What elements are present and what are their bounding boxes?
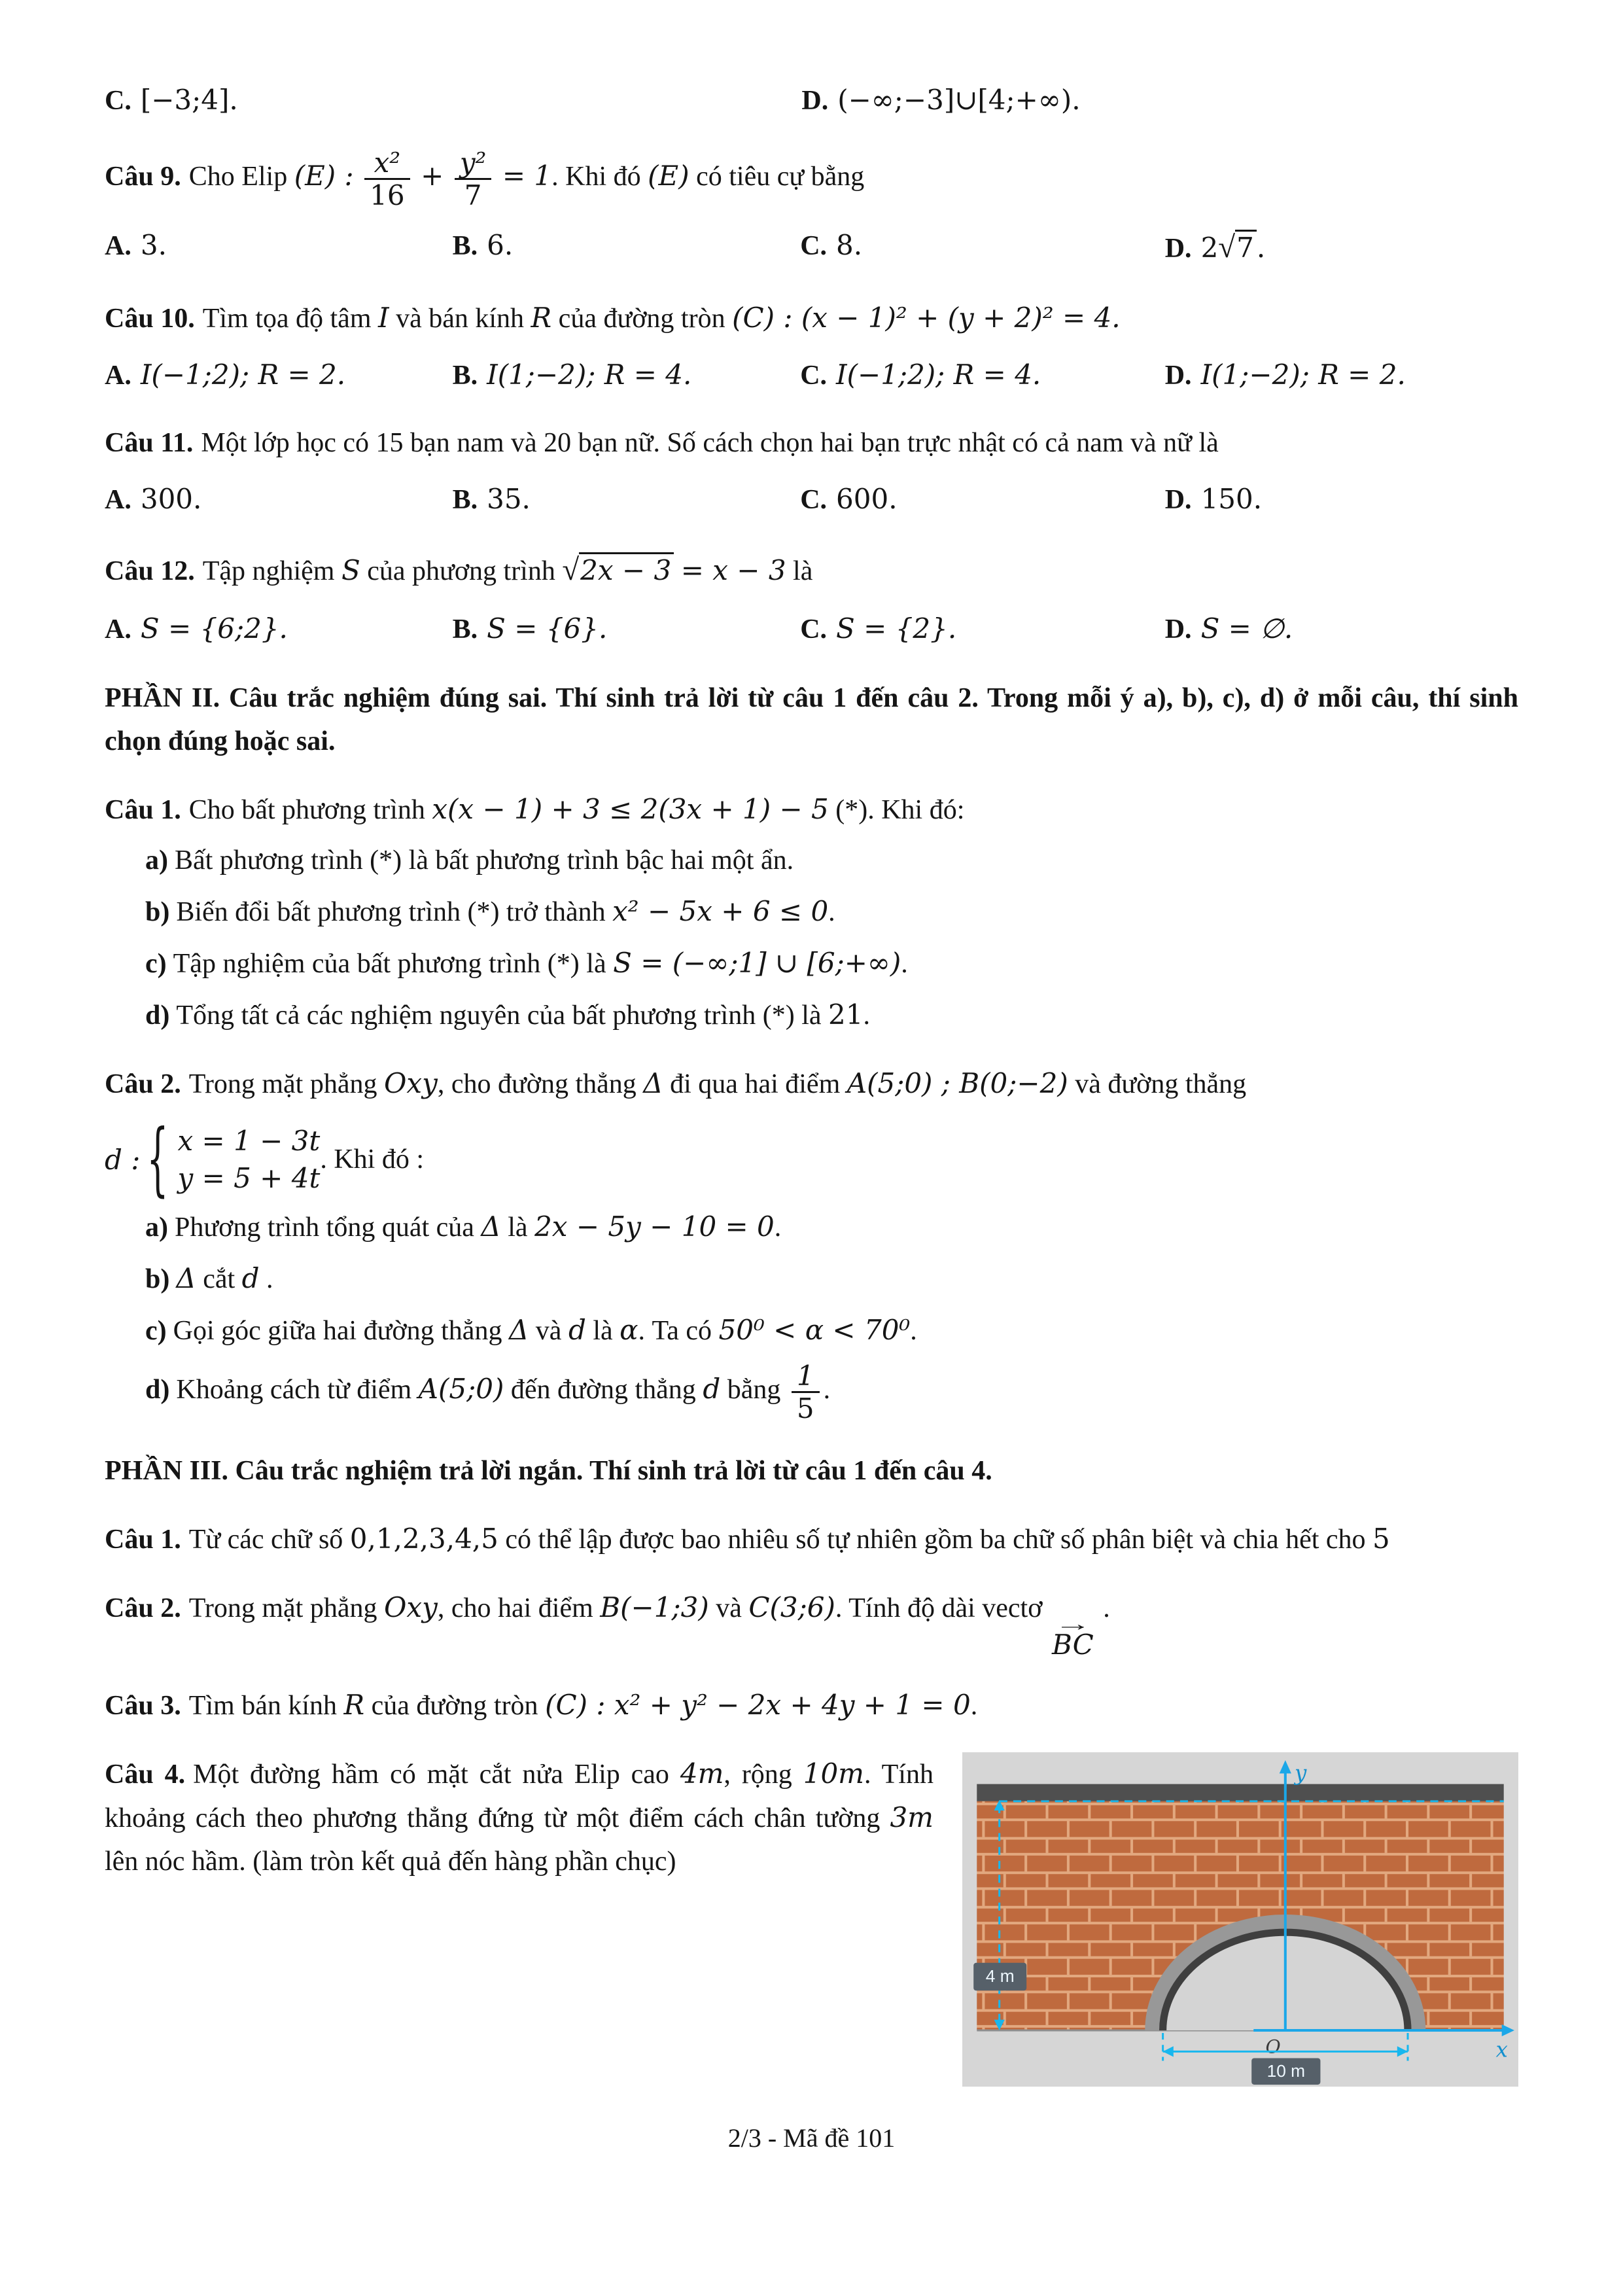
- item-text: .: [901, 948, 908, 979]
- option-d: [801, 79, 1518, 122]
- option-c: [800, 478, 1165, 521]
- question-label: Câu 10.: [105, 304, 195, 334]
- origin-label: O: [1265, 2036, 1281, 2058]
- math: d: [241, 1262, 260, 1294]
- question-label: Câu 4.: [105, 1759, 186, 1790]
- math: α: [620, 1313, 638, 1346]
- option-value: S = {2}.: [836, 612, 957, 645]
- vector-bc: [1051, 1613, 1094, 1661]
- option-d: [1165, 353, 1518, 397]
- math: 0,1,2,3,4,5: [349, 1523, 498, 1555]
- dim-width-label: 10 m: [1266, 2061, 1306, 2081]
- fraction: [792, 1360, 820, 1424]
- system-of-equations: [105, 1113, 1518, 1206]
- option-a: [105, 478, 453, 521]
- question-text: đi qua hai điểm: [663, 1069, 847, 1100]
- question-label: Câu 11.: [105, 428, 194, 459]
- question-text: Một đường hầm có mặt cắt nửa Elip cao: [193, 1759, 680, 1790]
- option-value: 6.: [487, 229, 514, 262]
- math: Δ: [176, 1262, 196, 1294]
- item-text: Khoảng cách từ điểm: [176, 1375, 419, 1405]
- part3-question-4: [105, 1752, 1518, 2087]
- math: +: [421, 160, 444, 192]
- left-brace: {: [147, 1113, 169, 1206]
- x-axis-label: x: [1495, 2037, 1508, 2062]
- option-value: I(−1;2); R = 2.: [140, 359, 346, 391]
- math: d: [703, 1373, 721, 1405]
- option-value: S = {6;2}.: [140, 612, 288, 645]
- item-text: .: [828, 896, 835, 927]
- question-label: Câu 2.: [105, 1069, 181, 1100]
- math: S: [341, 554, 360, 587]
- question-text: và bán kính: [389, 304, 531, 334]
- option-label: A.: [105, 485, 131, 516]
- item-text: .: [863, 1000, 870, 1031]
- math: x(x − 1) + 3 ≤ 2(3x + 1) − 5: [432, 792, 829, 825]
- option-label: B.: [452, 361, 478, 391]
- option-value: I(−1;2); R = 4.: [836, 359, 1041, 391]
- option-label: B.: [452, 231, 478, 262]
- question-text: (*). Khi đó:: [828, 794, 965, 825]
- question-text: và: [708, 1593, 749, 1624]
- math: R: [531, 302, 552, 334]
- option-label: A.: [105, 614, 131, 645]
- question-text: có thể lập được bao nhiêu số tự nhiên gồm ba chữ số phân biệt và chia hết cho: [498, 1525, 1373, 1555]
- item-text: .: [774, 1212, 782, 1243]
- math: Δ: [508, 1313, 529, 1346]
- equation-2: y = 5 + 4t: [177, 1161, 321, 1194]
- item-text: và: [529, 1315, 568, 1346]
- part3-question-2: [105, 1586, 1518, 1659]
- item-b: [145, 1257, 1518, 1301]
- item-text: Bất phương trình (*) là bất phương trình bậc hai một ẩn.: [175, 845, 794, 875]
- math: x² − 5x + 6 ≤ 0: [612, 894, 829, 927]
- item-text: Gọi góc giữa hai đường thẳng: [173, 1315, 509, 1346]
- part3-question-1: [105, 1517, 1518, 1561]
- question-text: Tập nghiệm: [202, 556, 341, 587]
- option-value: 2: [1200, 232, 1219, 264]
- option-label: D.: [1164, 361, 1192, 391]
- question-text: Trong mặt phẳng: [188, 1593, 384, 1624]
- item-d: [145, 1360, 1518, 1424]
- denominator: 5: [796, 1392, 814, 1424]
- question-text: . Khi đó :: [320, 1144, 424, 1175]
- item-label: a): [145, 845, 168, 875]
- option-label: D.: [1164, 485, 1192, 516]
- item-c: [145, 1309, 1518, 1352]
- item-label: a): [145, 1212, 168, 1243]
- option-value: 35.: [487, 483, 531, 516]
- item-label: d): [145, 1375, 170, 1405]
- question-11: [105, 422, 1518, 465]
- option-value: [−3;4].: [140, 84, 238, 116]
- option-label: B.: [452, 485, 478, 516]
- item-label: b): [145, 1263, 170, 1294]
- question-label: Câu 1.: [105, 794, 181, 825]
- item-text: .: [910, 1315, 917, 1346]
- option-c: [800, 607, 1165, 651]
- math: 21: [828, 998, 864, 1031]
- radical-sign: √: [562, 553, 580, 588]
- question-text: .: [970, 1691, 978, 1722]
- question-label: Câu 3.: [105, 1691, 181, 1722]
- question-text: .: [1096, 1593, 1110, 1624]
- math: Δ: [481, 1210, 501, 1243]
- math: d: [568, 1313, 586, 1346]
- question-text: . Tính khoảng cách theo phương thẳng đứng từ một điểm cách chân tường: [105, 1759, 934, 1834]
- option-label: C.: [800, 485, 828, 516]
- item-d: [145, 993, 1518, 1037]
- option-value: I(1;−2); R = 2.: [1200, 359, 1406, 391]
- math: 10m: [803, 1757, 864, 1790]
- q11-options: [105, 478, 1518, 521]
- question-text: Trong mặt phẳng: [188, 1069, 384, 1100]
- q12-options: [105, 607, 1518, 651]
- numerator: y²: [455, 147, 492, 180]
- question-text: của phương trình: [360, 556, 563, 587]
- math: I: [378, 302, 389, 334]
- option-value: I(1;−2); R = 4.: [487, 359, 692, 391]
- item-text: Phương trình tổng quát của: [175, 1212, 481, 1243]
- item-text: bằng: [720, 1375, 788, 1405]
- math: C(3;6): [748, 1591, 835, 1624]
- radicand: 2x − 3: [579, 552, 674, 586]
- option-label: D.: [801, 86, 829, 116]
- item-text: Biến đổi bất phương trình (*) trở thành: [176, 896, 613, 927]
- question-text: là: [786, 556, 813, 587]
- option-label: A.: [105, 231, 131, 262]
- math: 2x − 5y − 10 = 0: [534, 1210, 775, 1243]
- item-text: là: [500, 1212, 535, 1243]
- question-text: , rộng: [724, 1759, 803, 1790]
- item-c: [145, 942, 1518, 985]
- question-12: [105, 546, 1518, 594]
- question-text: có tiêu cự bằng: [689, 162, 865, 192]
- option-b: [453, 224, 801, 272]
- math: Δ: [643, 1067, 663, 1100]
- option-label: C.: [105, 86, 131, 116]
- item-a: [145, 1205, 1518, 1249]
- denominator: 7: [464, 179, 482, 212]
- question-text: Một lớp học có 15 bạn nam và 20 bạn nữ. Số cách chọn hai bạn trực nhật có cả nam và nữ là: [201, 428, 1219, 459]
- q9-options: [105, 224, 1518, 272]
- option-a: [105, 353, 453, 397]
- option-value: (−∞;−3]∪[4;+∞).: [837, 84, 1081, 116]
- question-label: Câu 2.: [105, 1593, 181, 1624]
- radicand: 7: [1235, 230, 1257, 264]
- option-c: [800, 224, 1165, 272]
- square-root: [562, 553, 674, 588]
- wall-top-band: [977, 1784, 1503, 1801]
- question-text: Tìm bán kính: [188, 1691, 344, 1722]
- item-text: là: [585, 1315, 620, 1346]
- question-text: của đường tròn: [551, 304, 733, 334]
- option-a: [105, 607, 453, 651]
- numerator: x²: [364, 147, 410, 180]
- question-text: Cho Elip: [188, 162, 294, 192]
- math: 4m: [680, 1757, 724, 1790]
- option-value: 8.: [836, 229, 863, 262]
- math: 50⁰ < α < 70⁰: [718, 1313, 911, 1346]
- vector-name: BC: [1051, 1629, 1094, 1661]
- math: B(−1;3): [600, 1591, 709, 1624]
- math: (C) : (x − 1)² + (y + 2)² = 4.: [732, 302, 1121, 334]
- option-label: B.: [452, 614, 478, 645]
- question-9: [105, 147, 1518, 211]
- option-value: 600.: [836, 483, 898, 516]
- option-a: [105, 224, 453, 272]
- question-text: , cho đường thẳng: [437, 1069, 644, 1100]
- option-b: [453, 607, 801, 651]
- fraction: [455, 147, 492, 211]
- question-text-column: [105, 1752, 934, 1882]
- question-text: Tìm tọa độ tâm: [202, 304, 378, 334]
- dim-height-label: 4 m: [985, 1966, 1015, 1987]
- question-label: Câu 9.: [105, 162, 181, 192]
- option-value: .: [1256, 232, 1266, 264]
- option-value: 300.: [140, 483, 202, 516]
- item-text: . Ta có: [638, 1315, 719, 1346]
- part2-heading: PHẦN II. Câu trắc nghiệm đúng sai. Thí sinh trả lời từ câu 1 đến câu 2. Trong mỗi ý a), b), c), d) ở mỗi câu, thí sinh chọn đúng hoặc sai.: [105, 683, 1518, 756]
- math: R: [343, 1689, 365, 1722]
- question-label: Câu 1.: [105, 1525, 181, 1555]
- q10-options: [105, 353, 1518, 397]
- question-text: . Khi đó: [551, 162, 648, 192]
- option-label: D.: [1164, 614, 1192, 645]
- math: 3m: [890, 1801, 934, 1834]
- question-text: , cho hai điểm: [437, 1593, 601, 1624]
- item-text: đến đường thẳng: [504, 1375, 703, 1405]
- option-label: C.: [800, 231, 828, 262]
- item-label: b): [145, 896, 170, 927]
- option-value: 3.: [140, 229, 167, 262]
- option-label: D.: [1164, 234, 1192, 264]
- option-d: [1165, 478, 1518, 521]
- item-b: [145, 890, 1518, 934]
- option-value: 150.: [1200, 483, 1263, 516]
- question-text: Cho bất phương trình: [188, 794, 432, 825]
- part3-heading: PHẦN III. Câu trắc nghiệm trả lời ngắn. Thí sinh trả lời từ câu 1 đến câu 4.: [105, 1455, 992, 1486]
- math: S = (−∞;1] ∪ [6;+∞): [613, 946, 901, 979]
- option-value: S = ∅.: [1200, 612, 1293, 645]
- vector-arrow-icon: →: [1054, 1613, 1092, 1636]
- option-value: S = {6}.: [487, 612, 608, 645]
- option-c: [105, 79, 801, 122]
- option-d: [1165, 607, 1518, 651]
- math: A(5;0) ; B(0;−2): [846, 1067, 1068, 1100]
- math: (C) : x² + y² − 2x + 4y + 1 = 0: [545, 1689, 971, 1722]
- math: (E): [648, 160, 689, 192]
- item-label: c): [145, 948, 167, 979]
- part2-question-1: [105, 788, 1518, 832]
- page-footer: 2/3 - Mã đề 101: [727, 2123, 896, 2153]
- item-text: .: [823, 1375, 831, 1405]
- question-label: Câu 12.: [105, 556, 195, 587]
- math: 5: [1372, 1523, 1390, 1555]
- math: = 1: [502, 160, 552, 192]
- math: = x − 3: [680, 554, 786, 587]
- option-d: [1165, 224, 1518, 272]
- math: A(5;0): [418, 1373, 504, 1405]
- item-a: [145, 839, 1518, 882]
- math: Oxy: [384, 1067, 438, 1100]
- item-text: Tổng tất cả các nghiệm nguyên của bất phương trình (*) là: [176, 1000, 828, 1031]
- part3-question-3: [105, 1684, 1518, 1727]
- question-text: của đường tròn: [364, 1691, 546, 1722]
- option-label: A.: [105, 361, 131, 391]
- option-b: [453, 478, 801, 521]
- square-root: [1218, 230, 1257, 265]
- equation-1: x = 1 − 3t: [177, 1125, 321, 1157]
- question-text: . Tính độ dài vectơ: [835, 1593, 1049, 1624]
- part2-question-2: [105, 1062, 1518, 1106]
- fraction: [364, 147, 410, 211]
- question-text: Từ các chữ số: [188, 1525, 350, 1555]
- denominator: 16: [370, 179, 405, 212]
- item-text: Tập nghiệm của bất phương trình (*) là: [173, 948, 614, 979]
- equations: [177, 1123, 320, 1197]
- question-text: lên nóc hầm. (làm tròn kết quả đến hàng phần chục): [105, 1846, 676, 1877]
- tunnel-figure: [962, 1752, 1518, 2087]
- y-axis-label: y: [1294, 1760, 1307, 1786]
- option-c: [800, 353, 1165, 397]
- item-label: d): [145, 1000, 170, 1031]
- option-b: [453, 353, 801, 397]
- numerator: 1: [792, 1360, 820, 1393]
- math: d :: [105, 1144, 141, 1176]
- option-label: C.: [800, 361, 828, 391]
- question-10: [105, 296, 1518, 340]
- item-text: cắt: [196, 1263, 242, 1294]
- math: (E) :: [294, 160, 354, 192]
- question-text: và đường thẳng: [1068, 1069, 1247, 1100]
- item-label: c): [145, 1315, 167, 1346]
- option-label: C.: [800, 614, 828, 645]
- math: Oxy: [384, 1591, 438, 1624]
- radical-sign: √: [1218, 230, 1236, 265]
- item-text: .: [259, 1263, 273, 1294]
- tunnel-figure-svg: [962, 1752, 1518, 2087]
- carryover-options-row: [105, 79, 1518, 122]
